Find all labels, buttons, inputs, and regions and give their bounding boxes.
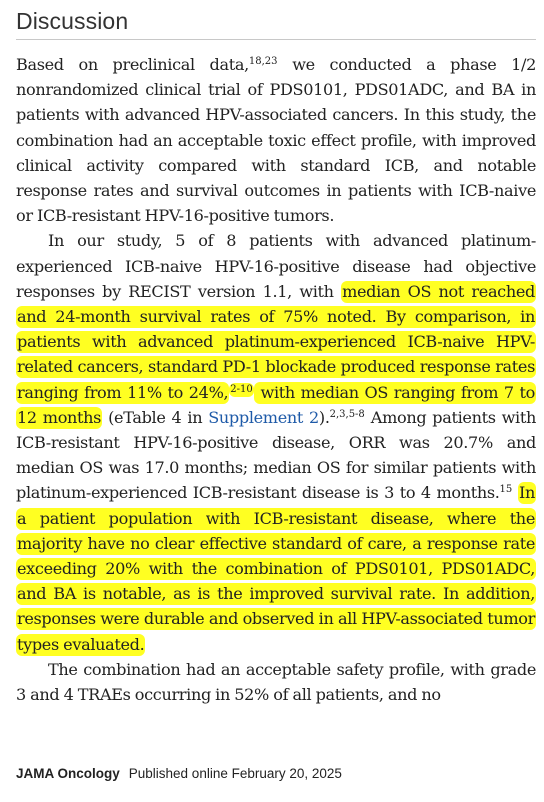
paragraph-text: Among patients with ICB-resistant HPV-16-positive disease, ORR was 20.7% and median OS was 17.0 months; median OS for similar patients with platinum-experienced ICB-resistant disease is 3 to 4 months.: [16, 407, 536, 503]
article-body: [16, 52, 536, 707]
paragraph-text: ).: [318, 407, 330, 427]
paragraph-3: [16, 657, 536, 707]
citation-reference[interactable]: 18,23: [248, 56, 278, 67]
paragraph-text: In our study, 5 of 8 patients with advanced platinum-experienced ICB-naive HPV-16-positive disease had objective responses by RECIST version 1.1, with: [16, 231, 536, 301]
section-heading: Discussion: [16, 8, 129, 34]
supplement-link[interactable]: Supplement 2: [208, 407, 319, 427]
journal-name: JAMA Oncology: [16, 766, 120, 781]
paragraph-text: The combination had an acceptable safety profile, with grade 3 and 4 TRAEs occurring in 52% of all patients, and no: [16, 659, 536, 705]
citation-reference[interactable]: 2-10: [230, 383, 253, 395]
paragraph-1: [16, 52, 536, 228]
citation-reference[interactable]: 15: [499, 484, 513, 496]
paragraph-text: we conducted a phase 1/2 nonrandomized clinical trial of PDS0101, PDS01ADC, and BA in patients with advanced HPV-associated cancers. In this study, the combination had an acceptable toxic effect profile, with improved clinical activity compared with standard ICB, and notable response rates and survival outcomes in patients with ICB-naive or ICB-resistant HPV-16-positive tumors.: [16, 55, 536, 226]
paragraph-text: (eTable 4 in: [102, 407, 209, 427]
paragraph-text: Based on preclinical data,: [16, 55, 249, 74]
highlighted-text: median OS not reached and 24-month survival rates of 75% noted. By comparison, in patients with advanced platinum-experienced ICB-naive HPV-related cancers, standard PD-1 blockade produced response rates ranging from 11% to 24%,: [17, 281, 535, 402]
page-footer: [16, 766, 342, 781]
citation-reference[interactable]: 2,3,5-8: [329, 408, 365, 420]
publication-date: Published online February 20, 2025: [128, 766, 342, 781]
highlighted-text: with median OS ranging from 7 to 12 months: [17, 382, 535, 427]
heading-divider: [16, 39, 536, 40]
highlighted-text: In a patient population with ICB-resistant disease, where the majority have no clear effective standard of care, a response rate exceeding 20% with the combination of PDS0101, PDS01ADC, and BA is notable, as is the improved survival rate. In addition, responses were durable and observed in all HPV-associated tumor types evaluated.: [17, 483, 535, 654]
paragraph-2: [16, 228, 536, 656]
